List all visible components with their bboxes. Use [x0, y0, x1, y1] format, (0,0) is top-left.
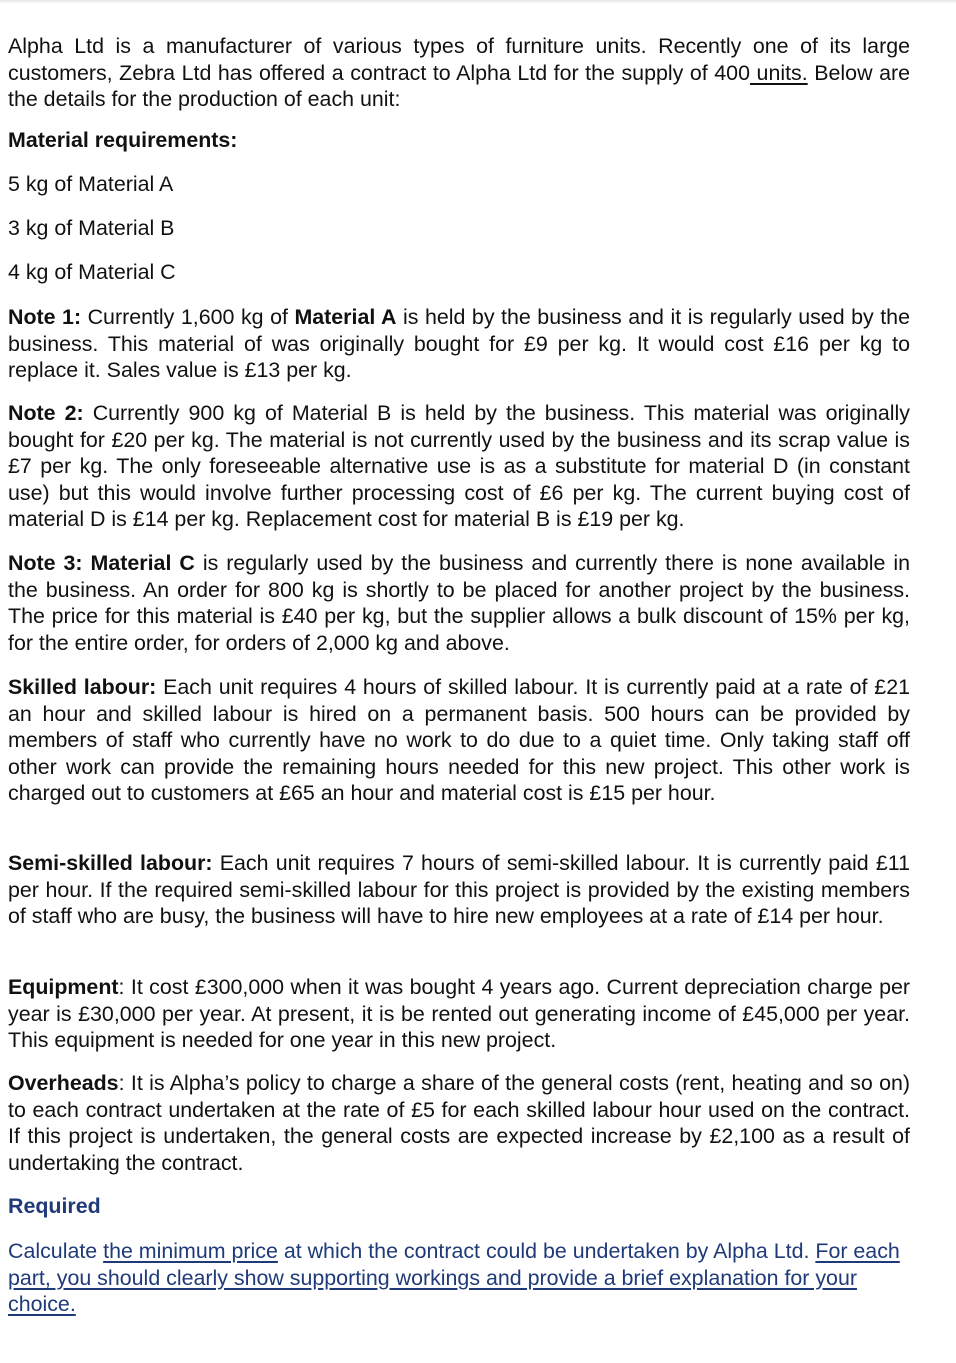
required-heading: Required — [8, 1194, 101, 1218]
material-b-line: 3 kg of Material B — [8, 216, 175, 240]
note-2-paragraph — [8, 400, 910, 533]
required-instructions: For each part, you should clearly show supporting workings and provide a brief explanation for your choice. — [8, 1239, 900, 1316]
required-text-middle: at which the contract could be undertaken by Alpha Ltd. — [277, 1239, 816, 1263]
required-text: Calculate — [8, 1239, 104, 1263]
material-requirements-heading: Material requirements: — [8, 128, 238, 152]
material-a-line: 5 kg of Material A — [8, 172, 174, 196]
top-divider — [0, 0, 956, 4]
note-2-label: Note 2: — [8, 401, 84, 425]
note-3-label: Note 3: Material C — [8, 551, 195, 575]
required-paragraph — [8, 1238, 910, 1318]
equipment-label: Equipment — [8, 975, 119, 999]
note-1-paragraph — [8, 304, 910, 384]
semi-skilled-labour-text: Each unit requires 7 hours of semi-skilled labour. It is currently paid £11 per hour. If the required semi-skilled labour for this project is provided by the existing members of staff who are busy, the business will have to hire new employees at a rate of £14 per hour. — [8, 851, 911, 928]
intro-text: Alpha Ltd is a manufacturer of various types of furniture units. Recently one of its large customers, Zebra Ltd has offered a contract to Alpha Ltd for the supply of 400 — [8, 34, 910, 85]
overheads-label: Overheads — [8, 1071, 119, 1095]
equipment-paragraph — [8, 974, 910, 1054]
note-3-paragraph — [8, 550, 910, 656]
required-minimum-price: the minimum price — [103, 1239, 278, 1263]
skilled-labour-paragraph — [8, 674, 910, 807]
note-3-text: is regularly used by the business and currently there is none available in the business. An order for 800 kg is shortly to be placed for another project by the business. The price for this material is £40 per kg, but the supplier allows a bulk discount of 15% per kg, for the entire order, for orders of 2,000 kg and above. — [8, 551, 911, 655]
material-c-line: 4 kg of Material C — [8, 260, 176, 284]
skilled-labour-label: Skilled labour: — [8, 675, 157, 699]
note-2-text: Currently 900 kg of Material B is held by the business. This material was originally bought for £20 per kg. The material is not currently used by the business and its scrap value is £7 per kg. The only foreseeable alternative use is as a substitute for material D (in constant use) but this would involve further processing cost of £6 per kg. The current buying cost of material D is £14 per kg. Replacement cost for material B is £19 per kg. — [8, 401, 910, 531]
note-1-text: Currently 1,600 kg of — [81, 305, 295, 329]
note-1-material: Material A — [294, 305, 397, 329]
intro-underlined-units: units. — [749, 60, 808, 85]
skilled-labour-text: Each unit requires 4 hours of skilled labour. It is currently paid at a rate of £21 an hour and skilled labour is hired on a permanent basis. 500 hours can be provided by members of staff who currently have no work to do due to a quiet time. Only taking staff off other work can provide the remaining hours needed for this new project. This other work is charged out to customers at £65 an hour and material cost is £15 per hour. — [8, 675, 910, 805]
semi-skilled-labour-paragraph — [8, 850, 910, 930]
overheads-paragraph — [8, 1070, 910, 1176]
note-1-label: Note 1: — [8, 305, 82, 329]
note-1-text-end: is held by the business and it is regularly used by the business. This material of was originally bought for £9 per kg. It would cost £16 per kg to replace it. Sales value is £13 per kg. — [8, 305, 910, 382]
intro-paragraph — [8, 33, 910, 113]
equipment-text: : It cost £300,000 when it was bought 4 years ago. Current depreciation charge per year is £30,000 per year. At present, it is be rented out generating income of £45,000 per year. This equipment is needed for one year in this new project. — [8, 975, 910, 1052]
semi-skilled-labour-label: Semi-skilled labour: — [8, 851, 213, 875]
intro-text-end: Below are the details for the production of each unit: — [8, 60, 910, 111]
overheads-text: : It is Alpha’s policy to charge a share of the general costs (rent, heating and so on) to each contract undertaken at the rate of £5 for each skilled labour hour used on the contract. If this project is undertaken, the general costs are expected increase by £2,100 as a result of undertaking the contract. — [8, 1071, 910, 1175]
